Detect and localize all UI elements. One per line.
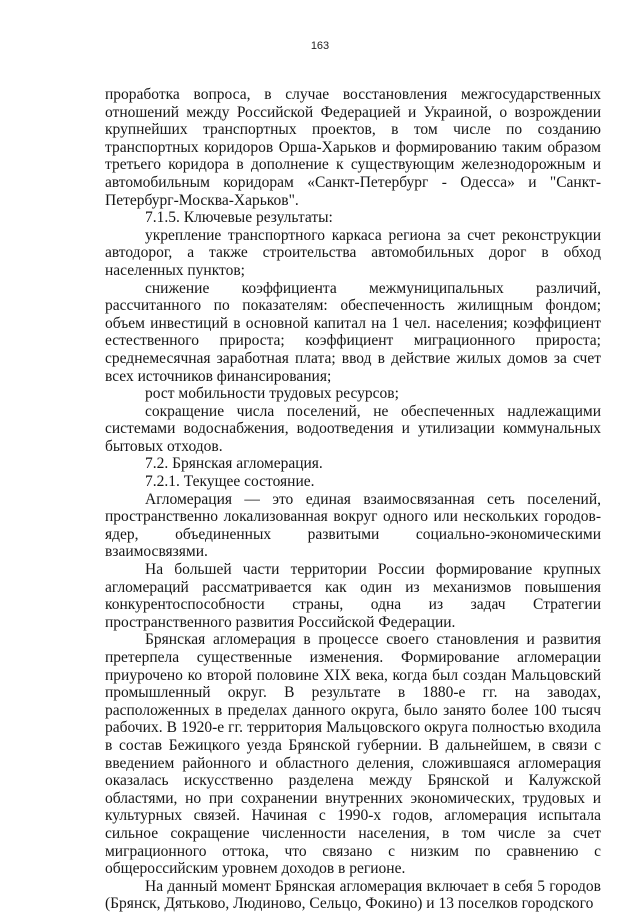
paragraph-agglomeration-definition: Агломерация — это единая взаимосвязанная сеть поселений, пространственно локализованная вокруг одного или нескольких городов-ядер, объединенных развитыми социально-экономическими взаимосвязями. <box>105 490 601 561</box>
page-number: 163 <box>310 40 330 52</box>
paragraph-transport-corridors: проработка вопроса, в случае восстановления межгосударственных отношений между Российской Федерацией и Украиной, о возрождении крупнейших транспортных проектов, в том числе по созданию транспортных коридоров Орша-Харьков и формированию таким образом третьего коридора в дополнение к существующим железнодорожным и автомобильным коридорам «Санкт-Петербург - Одесса» и "Санкт-Петербург-Москва-Харьков". <box>105 86 601 209</box>
heading-key-results: 7.1.5. Ключевые результаты: <box>145 209 333 227</box>
paragraph-russia-territory: На большей части территории России формирование крупных агломераций рассматривается как один из механизмов повышения конкурентоспособности страны, одна из задач Стратегии пространственного развития Российской Федерации. <box>105 561 601 631</box>
paragraph-bryansk-composition: На данный момент Брянская агломерация включает в себя 5 городов (Брянск, Дятьково, Людиново, Сельцо, Фокино) и 13 поселков городского <box>105 877 601 913</box>
body-text <box>105 86 601 913</box>
paragraph-bryansk-history: Брянская агломерация в процессе своего становления и развития претерпела существенные изменения. Формирование агломерации приурочено ко второй половине XIX века, когда был создан Мальцовский промышленный округ. В результате в 1880-е гг. на заводах, расположенных в пределах данного округа, было занято более 100 тысяч рабочих. В 1920-е гг. территория Мальцовского округа полностью входила в состав Бежицкого уезда Брянской губернии. В дальнейшем, в связи с введением районного и областного деления, сложившаяся агломерация оказалась искусственно разделена между Брянской и Калужской областями, но при сохранении внутренних экономических, трудовых и культурных связей. Начиная с 1990-х годов, агломерация испытала сильное сокращение численности населения, в том числе за счет миграционного оттока, что связано с низким по сравнению с общероссийским уровнем доходов в регионе. <box>105 631 601 878</box>
heading-bryansk-agglomeration: 7.2. Брянская агломерация. <box>145 455 323 473</box>
paragraph-result-coefficient: снижение коэффициента межмуниципальных различий, рассчитанного по показателям: обеспеченность жилищным фондом; объем инвестиций в основной капитал на 1 чел. населения; коэффициент естественного прироста; коэффициент миграционного прироста; среднемесячная заработная плата; ввод в действие жилых домов за счет всех источников финансирования; <box>105 279 601 385</box>
paragraph-result-roads: укрепление транспортного каркаса региона за счет реконструкции автодорог, а также строительства автомобильных дорог в обход населенных пунктов; <box>105 226 601 279</box>
heading-current-state: 7.2.1. Текущее состояние. <box>145 473 315 491</box>
paragraph-result-mobility: рост мобильности трудовых ресурсов; <box>145 385 399 403</box>
paragraph-result-utilities: сокращение числа поселений, не обеспеченных надлежащими системами водоснабжения, водоотведения и утилизации коммунальных бытовых отходов. <box>105 402 601 455</box>
